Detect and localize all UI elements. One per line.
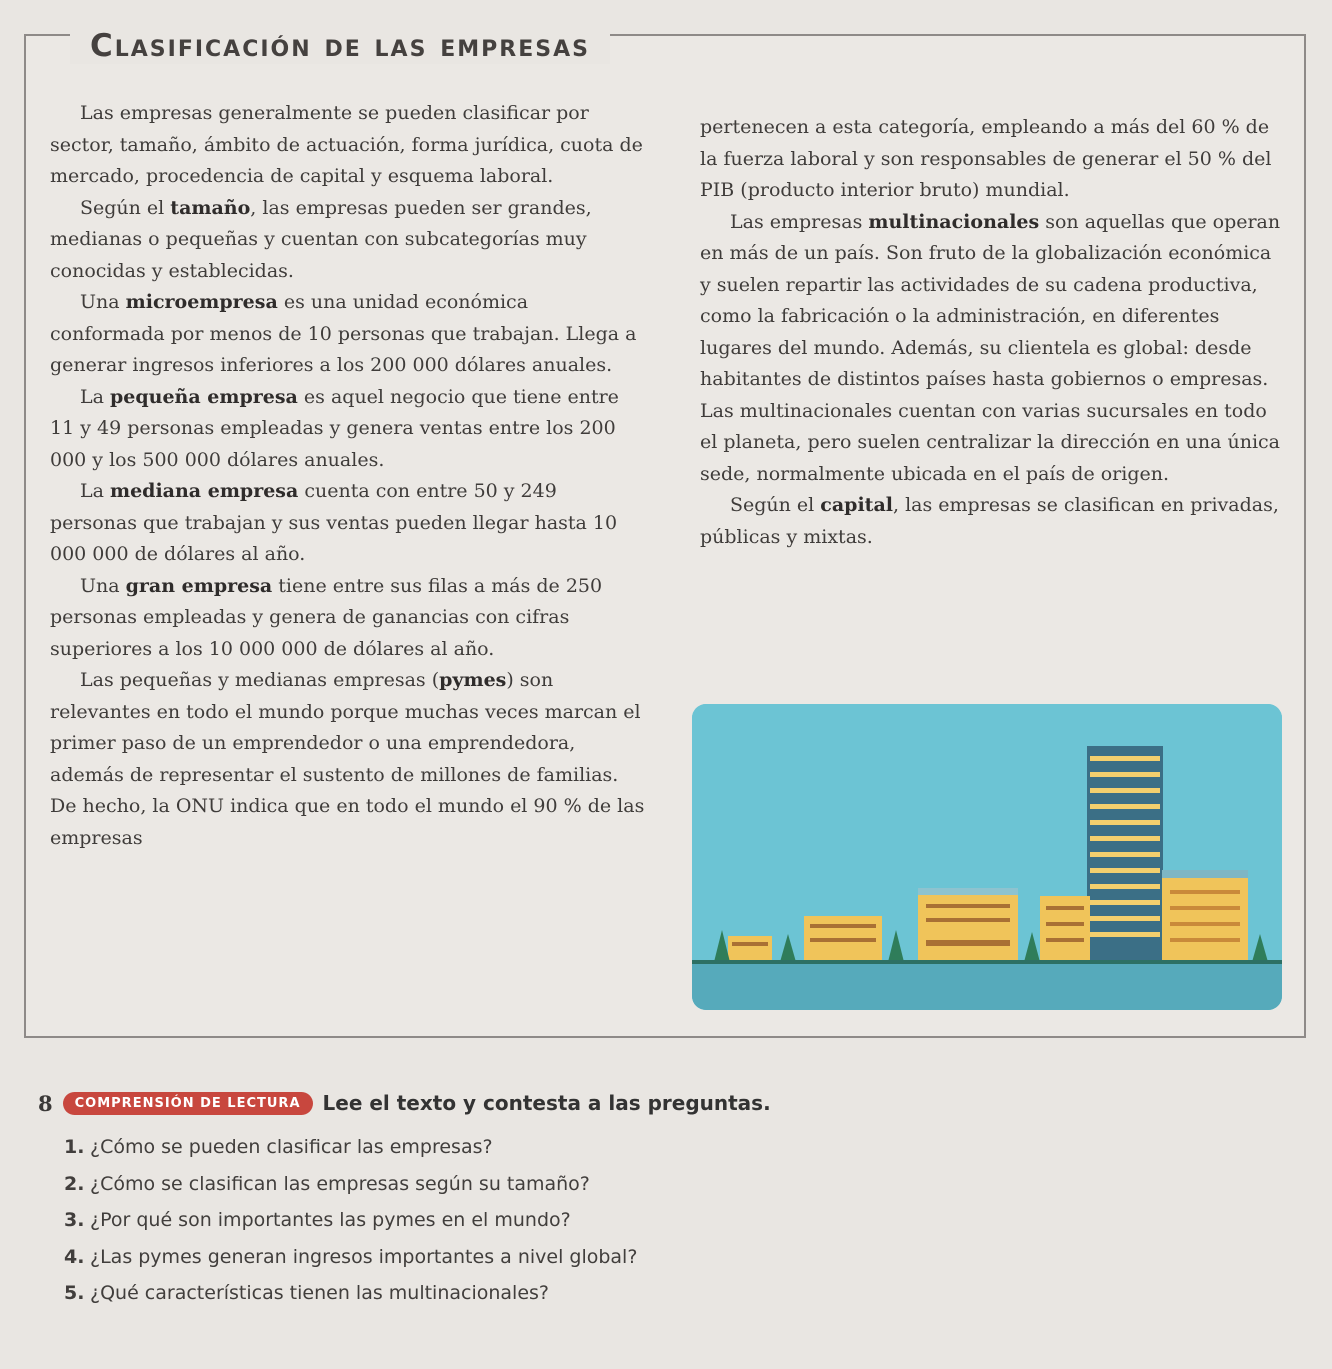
article-paragraph: La pequeña empresa es aquel negocio que tiene entre 11 y 49 personas empleadas y genera ventas entre los 200 000 y los 500 000 dólares anuales. bbox=[50, 385, 619, 471]
city-illustration bbox=[692, 704, 1282, 1010]
article-paragraph: pertenecen a esta categoría, empleando a más del 60 % de la fuerza laboral y son responsables de generar el 50 % del PIB (producto interior bruto) mundial. bbox=[700, 116, 1272, 201]
question-item: 5. ¿Qué características tienen las multinacionales? bbox=[64, 1282, 550, 1304]
article-paragraph: Una microempresa es una unidad económica conformada por menos de 10 personas que trabajan. Llega a generar ingresos inferiores a los 200 000 dólares anuales. bbox=[50, 291, 637, 376]
article-paragraph: Según el tamaño, las empresas pueden ser grandes, medianas o pequeñas y cuentan con subcategorías muy conocidas y establecidas. bbox=[50, 196, 592, 282]
question-item: 3. ¿Por qué son importantes las pymes en el mundo? bbox=[64, 1209, 571, 1231]
question-item: 4. ¿Las pymes generan ingresos importantes a nivel global? bbox=[64, 1245, 638, 1268]
question-list bbox=[64, 1136, 637, 1319]
article-paragraph: Según el capital, las empresas se clasifican en privadas, públicas y mixtas. bbox=[700, 494, 1279, 548]
question-item: 2. ¿Cómo se clasifican las empresas según su tamaño? bbox=[64, 1172, 590, 1195]
article-right-column bbox=[700, 112, 1285, 553]
exercise-number: 8 bbox=[38, 1090, 53, 1116]
article-left-column bbox=[50, 98, 646, 854]
article-paragraph: Las pequeñas y medianas empresas (pymes) son relevantes en todo el mundo porque muchas veces marcan el primer paso de un emprendedor o una emprendedora, además de representar el sustento de millones de familias. De hecho, la ONU indica que en todo el mundo el 90 % de las empresas bbox=[50, 669, 645, 849]
article-paragraph: Las empresas generalmente se pueden clasificar por sector, tamaño, ámbito de actuación, forma jurídica, cuota de mercado, procedencia de capital y esquema laboral. bbox=[50, 102, 643, 187]
section-title: Clasificación de las empresas bbox=[70, 28, 610, 64]
article-paragraph: La mediana empresa cuenta con entre 50 y 249 personas que trabajan y sus ventas pueden llegar hasta 10 000 000 de dólares al año. bbox=[50, 480, 618, 565]
article-paragraph: Una gran empresa tiene entre sus filas a más de 250 personas empleadas y genera de ganancias con cifras superiores a los 10 000 000 de dólares al año. bbox=[50, 574, 603, 660]
exercise-instruction: Lee el texto y contesta a las preguntas. bbox=[322, 1091, 771, 1115]
city-skyline-image bbox=[692, 704, 1282, 1010]
question-item: 1. ¿Cómo se pueden clasificar las empresas? bbox=[64, 1136, 493, 1158]
exercise-header bbox=[38, 1088, 771, 1118]
article-paragraph: Las empresas multinacionales son aquellas que operan en más de un país. Son fruto de la globalización económica y suelen repartir las actividades de su cadena productiva, como la fabricación o la administración, en diferentes lugares del mundo. Además, su clientela es global: desde habitantes de distintos países hasta gobiernos o empresas. Las multinacionales cuentan con varias sucursales en todo el planeta, pero suelen centralizar la dirección en una única sede, normalmente ubicada en el país de origen. bbox=[700, 210, 1281, 485]
reading-comprehension-badge: COMPRENSIÓN DE LECTURA bbox=[63, 1092, 313, 1115]
